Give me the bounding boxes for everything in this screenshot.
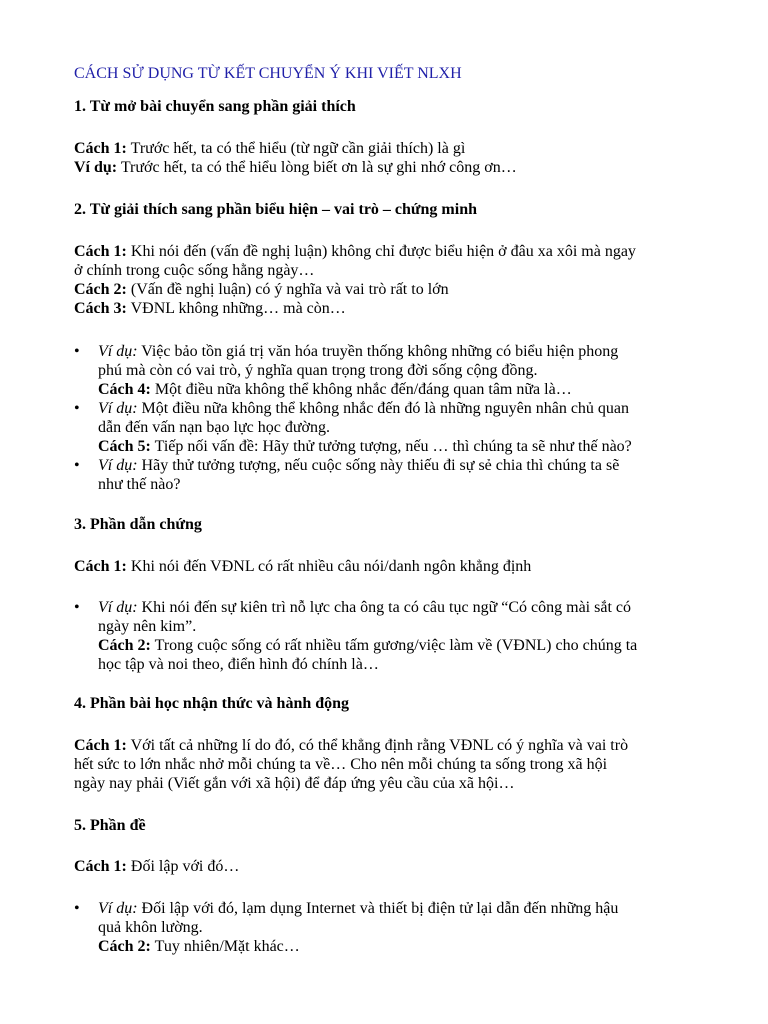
section-3-paragraph (74, 557, 724, 576)
paragraph-line: hết sức to lớn nhắc nhở mỗi chúng ta về… Cho nên mỗi chúng ta sống trong xã hội (74, 756, 608, 773)
method-text: Trong cuộc sống có rất nhiều tấm gương/việc làm về (VĐNL) cho chúng ta (150, 637, 638, 654)
example-label: Ví dụ: (98, 900, 138, 917)
document-title: CÁCH SỬ DỤNG TỪ KẾT CHUYỂN Ý KHI VIẾT NLXH (74, 65, 462, 82)
list-item (74, 399, 724, 456)
list-item (74, 899, 724, 956)
method-label: Cách 3: (74, 300, 127, 317)
paragraph-line (74, 280, 724, 299)
bullet-icon: • (74, 343, 80, 360)
list-item-line: quả khôn lường. (98, 919, 203, 936)
bullet-icon: • (74, 599, 80, 616)
method-text: Đối lập với đó… (126, 858, 240, 875)
method-text: Khi nói đến VĐNL có rất nhiều câu nói/danh ngôn khẳng định (126, 558, 532, 575)
method-label: Cách 1: (74, 858, 127, 875)
list-item (74, 598, 724, 674)
section-heading-2: 2. Từ giải thích sang phần biểu hiện – vai trò – chứng minh (74, 201, 477, 218)
bullet-icon: • (74, 457, 80, 474)
list-item-line: ngày nên kim”. (98, 618, 197, 635)
method-label: Cách 2: (74, 281, 127, 298)
list-item-line: như thế nào? (98, 476, 181, 493)
list-item-line (98, 399, 724, 418)
section-4-paragraph (74, 736, 724, 793)
list-item-line (98, 937, 724, 956)
method-label: Cách 1: (74, 737, 127, 754)
method-text: Một điều nữa không thể không nhắc đến/đáng quan tâm nữa là… (150, 381, 572, 398)
section-heading-3: 3. Phần dẫn chứng (74, 516, 202, 533)
section-heading-4: 4. Phần bài học nhận thức và hành động (74, 695, 350, 712)
example-text: Trước hết, ta có thể hiểu lòng biết ơn là sự ghi nhớ công ơn… (117, 159, 517, 176)
method-label: Cách 2: (98, 637, 151, 654)
paragraph-line: ngày nay phải (Viết gắn với xã hội) để đáp ứng yêu cầu của xã hội… (74, 775, 515, 792)
paragraph-line (74, 857, 724, 876)
method-text: Trước hết, ta có thể hiểu (từ ngữ cần giải thích) là gì (126, 140, 466, 157)
section-2-example-list (74, 342, 724, 494)
list-item-line (98, 598, 724, 617)
list-item (74, 342, 724, 399)
method-label: Cách 2: (98, 938, 151, 955)
method-text: (Vấn đề nghị luận) có ý nghĩa và vai trò rất to lớn (126, 281, 449, 298)
paragraph-line (74, 557, 724, 576)
section-heading-1: 1. Từ mở bài chuyển sang phần giải thích (74, 98, 356, 115)
paragraph-line (74, 299, 724, 318)
method-label: Cách 5: (98, 438, 151, 455)
example-label: Ví dụ: (98, 457, 138, 474)
section-3-example-list (74, 598, 724, 674)
method-text: VĐNL không những… mà còn… (126, 300, 346, 317)
example-text: Khi nói đến sự kiên trì nỗ lực cha ông ta có câu tục ngữ “Có công mài sắt có (137, 599, 631, 616)
paragraph-line (74, 242, 724, 261)
list-item-line: phú mà còn có vai trò, ý nghĩa quan trọng trong đời sống cộng đồng. (98, 362, 538, 379)
method-text: Tiếp nối vấn đề: Hãy thử tưởng tượng, nếu … thì chúng ta sẽ như thế nào? (150, 438, 632, 455)
method-label: Cách 1: (74, 140, 127, 157)
method-label: Cách 1: (74, 243, 127, 260)
example-text: Việc bảo tồn giá trị văn hóa truyền thống không những có biểu hiện phong (137, 343, 619, 360)
method-text: Tuy nhiên/Mặt khác… (150, 938, 300, 955)
paragraph-line (74, 736, 724, 755)
method-text: Khi nói đến (vấn đề nghị luận) không chỉ được biểu hiện ở đâu xa xôi mà ngay (126, 243, 636, 260)
example-label: Ví dụ: (98, 599, 138, 616)
method-label: Cách 1: (74, 558, 127, 575)
list-item-line (98, 437, 724, 456)
example-text: Hãy thử tưởng tượng, nếu cuộc sống này thiếu đi sự sẻ chia thì chúng ta sẽ (137, 457, 620, 474)
method-text: Với tất cả những lí do đó, có thể khẳng định rằng VĐNL có ý nghĩa và vai trò (126, 737, 629, 754)
section-5-example-list (74, 899, 724, 956)
method-label: Cách 4: (98, 381, 151, 398)
example-label: Ví dụ: (98, 343, 138, 360)
section-5-paragraph (74, 857, 724, 876)
list-item-line (98, 899, 724, 918)
section-2-paragraph (74, 242, 724, 318)
example-label: Ví dụ: (98, 400, 138, 417)
paragraph-line (74, 158, 724, 177)
paragraph-line: ở chính trong cuộc sống hằng ngày… (74, 262, 315, 279)
list-item-line (98, 342, 724, 361)
section-1-paragraph (74, 139, 724, 177)
bullet-icon: • (74, 400, 80, 417)
paragraph-line (74, 139, 724, 158)
bullet-icon: • (74, 900, 80, 917)
section-heading-5: 5. Phần đề (74, 817, 146, 834)
example-text: Một điều nữa không thể không nhắc đến đó là những nguyên nhân chủ quan (137, 400, 630, 417)
list-item-line (98, 380, 724, 399)
list-item-line (98, 636, 724, 655)
list-item-line (98, 456, 724, 475)
list-item-line: dẫn đến vấn nạn bạo lực học đường. (98, 419, 330, 436)
list-item (74, 456, 724, 494)
example-text: Đối lập với đó, lạm dụng Internet và thiết bị điện tử lại dẫn đến những hậu (137, 900, 619, 917)
list-item-line: học tập và noi theo, điển hình đó chính là… (98, 656, 379, 673)
example-label: Ví dụ: (74, 159, 118, 176)
